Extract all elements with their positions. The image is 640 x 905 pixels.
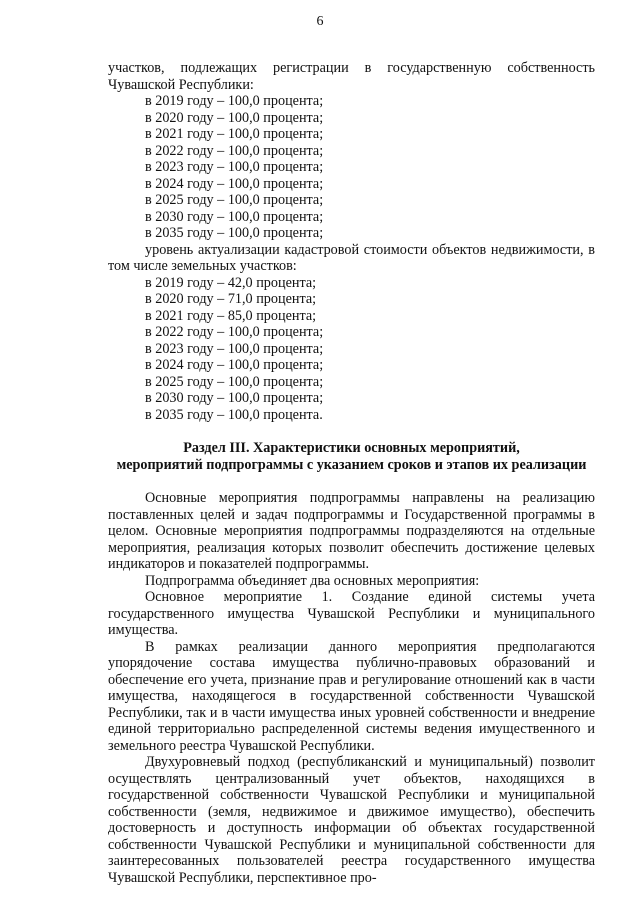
list-item: в 2020 году – 100,0 процента; [145, 109, 324, 126]
paragraph: Двухуровневый подход (республиканский и муниципальный) позволит осуществлять централизованный учет объектов, находящихся в государственной собственности Чувашской Республики и муниципальной собственности (земля, недвижимое и движимое имущество), обеспечить достоверность и доступность информации об объектах государственной собственности Чувашской Республики и муниципальной собственности для заинтересованных пользователей реестра государственного имущества Чувашской Республики, перспективное про- [108, 754, 595, 886]
list-item: в 2019 году – 100,0 процента; [145, 93, 324, 109]
paragraph: Подпрограмма объединяет два основных мероприятия: [145, 572, 480, 589]
indicator-2-list [108, 275, 595, 424]
list-item: в 2021 году – 85,0 процента; [145, 307, 317, 324]
list-item: в 2019 году – 42,0 процента; [145, 274, 317, 291]
list-item: в 2025 году – 100,0 процента; [145, 192, 324, 208]
list-item: в 2030 году – 100,0 процента; [145, 208, 324, 225]
list-item: в 2023 году – 100,0 процента; [145, 159, 324, 175]
paragraph: Основные мероприятия подпрограммы направлены на реализацию поставленных целей и задач подпрограммы и Государственной программы в целом. Основные мероприятия подпрограммы подразделяются на отдельные мероприятия, реализация которых позволит обеспечить достижение целевых индикаторов и показателей подпрограммы. [108, 490, 595, 572]
section-heading-line-1: Раздел III. Характеристики основных мероприятий, [183, 440, 520, 456]
list-item: в 2023 году – 100,0 процента; [145, 340, 324, 357]
list-item: в 2024 году – 100,0 процента; [145, 357, 324, 373]
list-item: в 2021 году – 100,0 процента; [145, 126, 324, 142]
section-heading-line-2: мероприятий подпрограммы с указанием сроков и этапов их реализации [116, 456, 587, 473]
paragraph: В рамках реализации данного мероприятия предполагаются упорядочение состава имущества публично-правовых образований и обеспечение его учета, признание прав и регулирование отношений как в части имущества, находящегося в государственной собственности Чувашской Республики, так и в части имущества иных уровней собственности и внедрение единой территориально распределенной системы ведения имущественного и земельного реестра Чувашской Республики. [108, 638, 595, 754]
list-item: в 2025 году – 100,0 процента; [145, 373, 324, 390]
intro-continuation: участков, подлежащих регистрации в государственную собственность Чувашской Республики: [108, 60, 595, 93]
list-item: в 2030 году – 100,0 процента; [145, 390, 324, 406]
list-item: в 2020 году – 71,0 процента; [145, 291, 317, 307]
spacer [108, 473, 595, 490]
document-body [108, 60, 595, 886]
list-item: в 2022 году – 100,0 процента; [145, 142, 324, 159]
indicator-1-list [108, 93, 595, 242]
spacer [108, 423, 595, 440]
page-number: 6 [316, 14, 324, 29]
list-item: в 2035 году – 100,0 процента; [145, 225, 324, 241]
list-item: в 2035 году – 100,0 процента. [145, 406, 323, 423]
list-item: в 2024 году – 100,0 процента; [145, 175, 324, 192]
indicator-2-text: уровень актуализации кадастровой стоимости объектов недвижимости, в том числе земельных участков: [108, 241, 595, 274]
list-item: в 2022 году – 100,0 процента; [145, 324, 324, 340]
paragraph: Основное мероприятие 1. Создание единой системы учета государственного имущества Чувашской Республики и муниципального имущества. [108, 589, 595, 638]
